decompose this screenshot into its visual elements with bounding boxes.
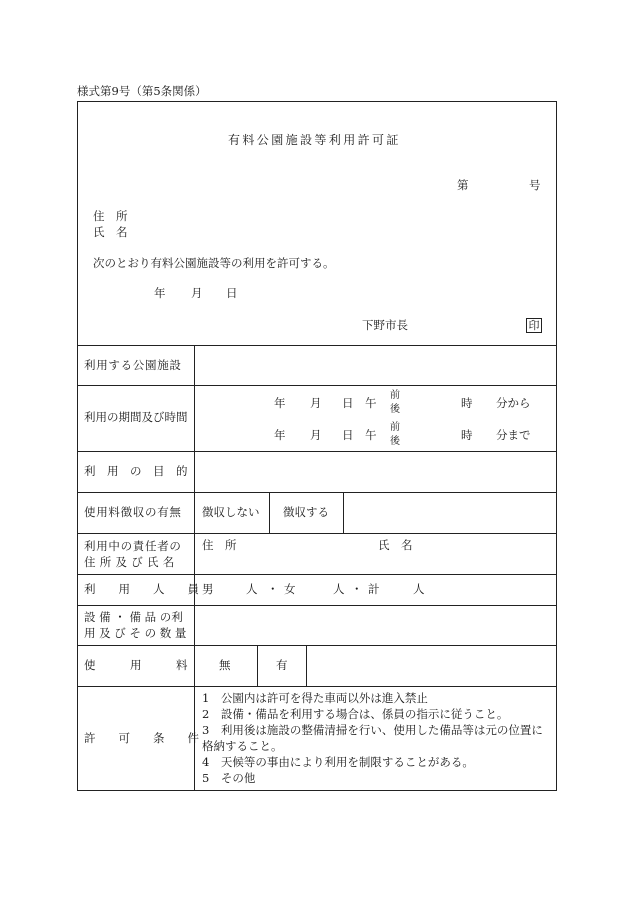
- form-id: 様式第9号（第5条関係）: [77, 84, 207, 98]
- facility-label: 利用する公園施設: [84, 358, 182, 372]
- equipment-label-line1: 設 備 ・ 備 品 の利: [84, 610, 183, 624]
- issuer-title: 下野市長: [362, 318, 408, 332]
- date-year: 年: [154, 286, 166, 300]
- number-go: 号: [529, 178, 541, 192]
- fee-label: 使 用 料: [84, 658, 188, 672]
- period-label: 利用の期間及び時間: [84, 410, 188, 424]
- condition-item: 格納すること。: [202, 739, 283, 753]
- recipient-address-label: 住 所: [93, 209, 128, 223]
- condition-item: 5 その他: [202, 771, 256, 785]
- document-title: 有料公園施設等利用許可証: [228, 133, 401, 147]
- condition-item: 2 設備・備品を利用する場合は、係員の指示に従うこと。: [202, 707, 509, 721]
- fee-yes: 有: [276, 658, 288, 672]
- equipment-label-line2: 用 及 び そ の 数 量: [84, 626, 187, 640]
- purpose-label: 利 用 の 目 的: [84, 464, 188, 478]
- permit-statement: 次のとおり有料公園施設等の利用を許可する。: [93, 256, 335, 270]
- fee-collection-not-collected: 徴収しない: [202, 505, 260, 519]
- responsible-label-line2: 住 所 及 び 氏 名: [84, 555, 175, 569]
- condition-item: 3 利用後は施設の整備清掃を行い、使用した備品等は元の位置に: [202, 723, 543, 737]
- seal-stamp: 印: [526, 318, 542, 333]
- persons-label: 利 用 人 員: [84, 582, 199, 596]
- recipient-name-label: 氏 名: [93, 225, 128, 239]
- fee-collection-collected: 徴収する: [283, 505, 329, 519]
- date-month: 月: [191, 286, 203, 300]
- responsible-name: 氏 名: [378, 538, 413, 552]
- responsible-label-line1: 利用中の責任者の: [84, 539, 182, 553]
- date-day: 日: [226, 286, 238, 300]
- condition-item: 1 公園内は許可を得た車両以外は進入禁止: [202, 691, 428, 705]
- condition-item: 4 天候等の事由により利用を制限することがある。: [202, 755, 474, 769]
- number-dai: 第: [457, 178, 469, 192]
- conditions-label: 許 可 条 件: [84, 731, 199, 745]
- fee-none: 無: [219, 658, 231, 672]
- fee-collection-label: 使用料徴収の有無: [84, 505, 182, 519]
- responsible-address: 住 所: [202, 538, 237, 552]
